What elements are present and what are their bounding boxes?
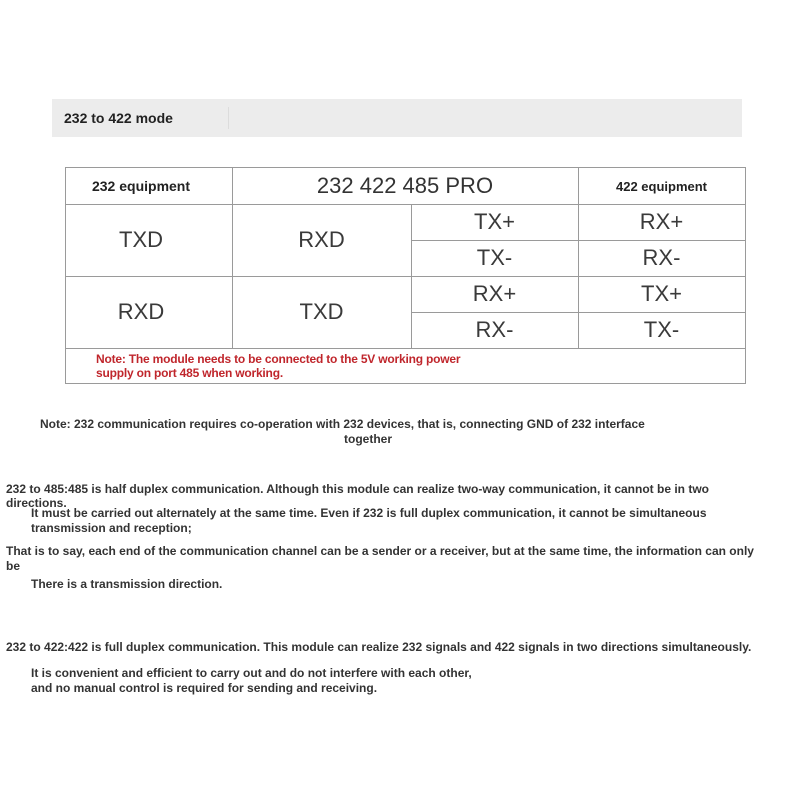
half-duplex-line: That is to say, each end of the communication channel can be a sender or a receiver, but at the same time, the information can only: [6, 544, 754, 558]
mode-header: [52, 99, 742, 137]
row1-module-422-pin-a: TX+: [474, 209, 515, 234]
row2-module-232-pin: TXD: [299, 299, 344, 324]
grid-line: [66, 348, 745, 349]
gnd-note-line: together: [344, 432, 392, 446]
half-duplex-line: 232 to 485:485 is half duplex communication. Although this module can realize two-way communication, it cannot be in two: [6, 482, 710, 496]
header-232-equipment: 232 equipment: [91, 178, 191, 194]
half-duplex-line: transmission and reception;: [31, 521, 192, 535]
header-422-equipment: 422 equipment: [615, 178, 708, 194]
header-module: 232 422 485 PRO: [316, 173, 494, 198]
full-duplex-line: and no manual control is required for sending and receiving.: [31, 681, 378, 695]
gnd-note-line: Note: 232 communication requires co-operation with 232 devices, that is, connecting GND of 232 interface: [40, 417, 645, 431]
row2-module-422-pin-a: RX+: [472, 281, 517, 306]
half-duplex-line: There is a transmission direction.: [31, 577, 223, 591]
half-duplex-line: be: [6, 559, 21, 573]
row1-422-equipment-pin-a: RX+: [639, 209, 684, 234]
wiring-table: [65, 167, 746, 384]
row2-422-equipment-pin-b: TX-: [643, 317, 680, 342]
full-duplex-line: 232 to 422:422 is full duplex communication. This module can realize 232 signals and 422 signals in two directions simultaneously.: [6, 640, 752, 654]
mode-header-divider: [228, 107, 229, 129]
full-duplex-line: It is convenient and efficient to carry out and do not interfere with each other,: [31, 666, 472, 680]
mode-title: 232 to 422 mode: [64, 110, 173, 126]
row2-module-422-pin-b: RX-: [475, 317, 514, 342]
row1-422-equipment-pin-b: RX-: [642, 245, 681, 270]
row1-module-232-pin: RXD: [298, 227, 345, 252]
power-note-line: supply on port 485 when working.: [96, 366, 283, 380]
half-duplex-line: It must be carried out alternately at the same time. Even if 232 is full duplex communication, it cannot be simultaneous: [31, 506, 707, 520]
gnd-note: [30, 417, 706, 447]
row1-232-equipment-pin: TXD: [119, 227, 163, 252]
row2-232-equipment-pin: RXD: [117, 299, 165, 324]
row2-422-equipment-pin-a: TX+: [641, 281, 682, 306]
half-duplex-line: directions.: [6, 496, 67, 510]
power-note-line: Note: The module needs to be connected to the 5V working power: [96, 352, 461, 366]
power-note: [96, 352, 460, 380]
row1-module-422-pin-b: TX-: [476, 245, 513, 270]
